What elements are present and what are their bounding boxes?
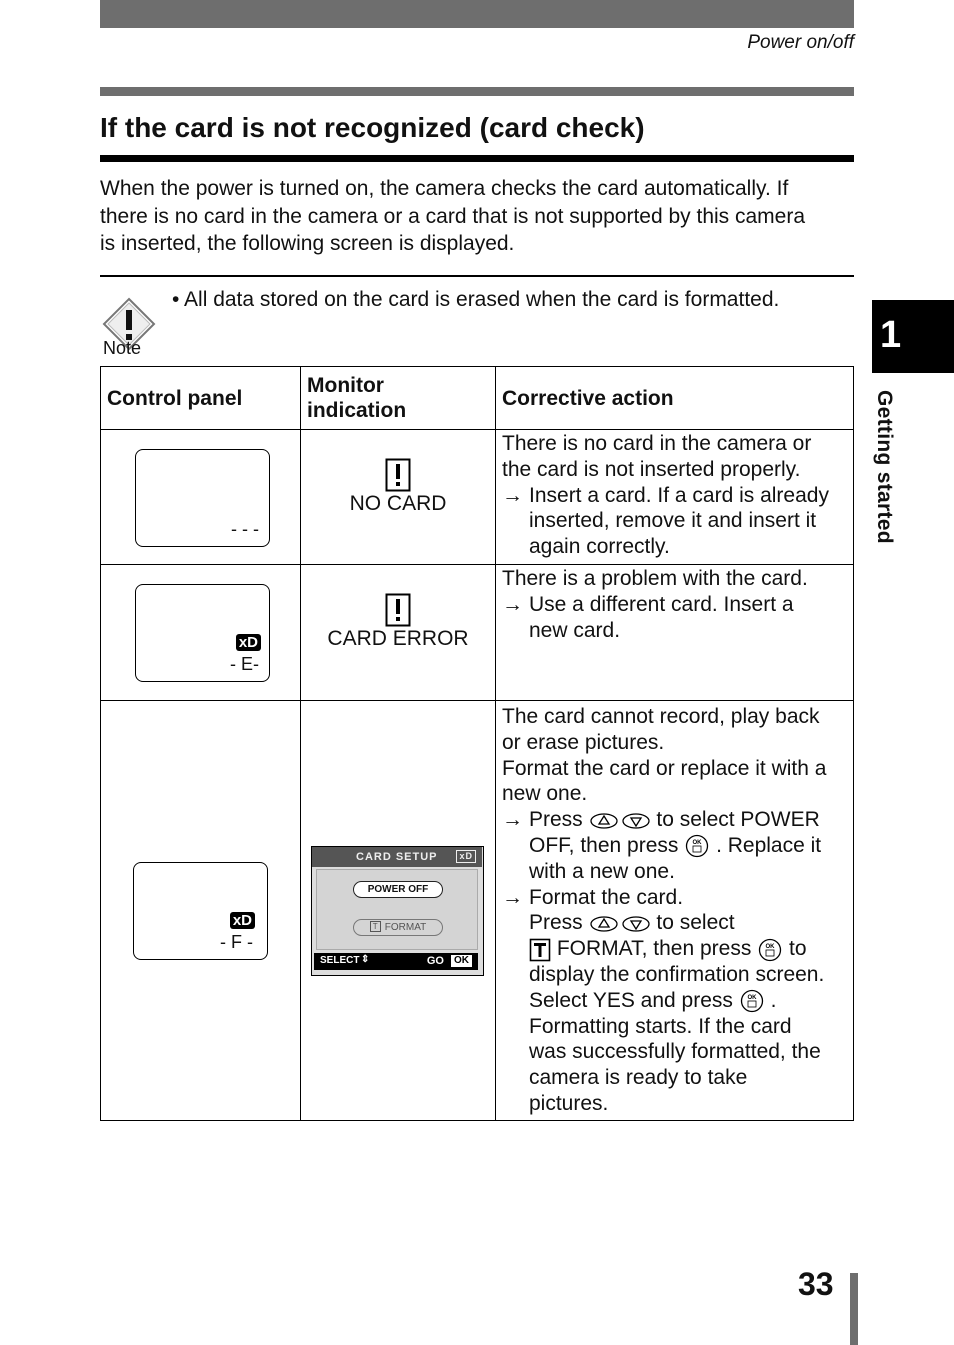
header-control-panel: Control panel	[101, 367, 301, 430]
action-line: There is no card in the camera or	[502, 432, 812, 455]
monitor-screen-frame	[311, 846, 484, 976]
inline-text: Press	[529, 911, 583, 935]
menu-option-format[interactable]	[353, 919, 443, 936]
card-setup-screen	[312, 847, 483, 975]
action-line: display the confirmation screen.	[529, 962, 825, 986]
format-icon	[529, 938, 551, 962]
note-divider	[100, 275, 854, 277]
action-step	[502, 592, 847, 644]
inline-text: . Replace it	[716, 833, 822, 857]
action-line	[529, 988, 847, 1014]
updown-arrow-icon: ⇕	[361, 953, 370, 965]
title-underline	[100, 155, 854, 162]
note-label: Note	[103, 338, 142, 358]
lcd-text: - E-	[230, 654, 259, 674]
lcd-panel	[135, 449, 270, 547]
up-down-buttons-icon	[589, 812, 651, 830]
ok-button-icon	[684, 834, 710, 858]
inline-text: OFF, then press	[529, 833, 679, 857]
xd-card-badge: xD	[456, 850, 476, 863]
action-line: new one.	[502, 782, 588, 806]
chapter-number: 1	[880, 314, 902, 356]
intro-line: When the power is turned on, the camera checks the card automatically. If	[100, 177, 789, 200]
control-panel-cell	[101, 430, 301, 565]
corrective-cell	[496, 565, 854, 701]
card-check-table	[100, 366, 854, 1121]
inline-text: .	[770, 988, 777, 1012]
monitor-text: NO CARD	[349, 492, 447, 515]
ok-button-icon	[757, 938, 783, 962]
header-bar	[100, 0, 854, 28]
lcd-text: - - -	[231, 519, 259, 539]
table-header-row	[101, 367, 854, 430]
warning-icon	[385, 593, 411, 627]
action-line: the card is not inserted properly.	[502, 457, 801, 481]
action-line: camera is ready to take	[529, 1066, 748, 1090]
table-row	[101, 430, 854, 565]
ok-button-icon	[739, 989, 765, 1013]
action-line: pictures.	[529, 1091, 609, 1115]
inline-text: Select YES and press	[529, 988, 733, 1012]
menu-option-label: FORMAT	[384, 921, 427, 933]
inline-text: to select	[656, 911, 735, 935]
action-line: inserted, remove it and insert it	[529, 509, 817, 533]
header-monitor-line: Monitor	[307, 374, 384, 397]
format-icon: T	[370, 921, 381, 932]
monitor-cell	[301, 565, 496, 701]
intro-paragraph	[100, 175, 860, 258]
svg-text:OK: OK	[692, 840, 702, 847]
inline-text: to	[789, 937, 807, 961]
xd-card-badge: xD	[230, 912, 255, 929]
arrow-icon: →	[502, 885, 523, 909]
action-line	[529, 807, 847, 833]
up-down-buttons-icon	[589, 915, 651, 933]
action-line: with a new one.	[529, 859, 675, 883]
header-corrective: Corrective action	[496, 367, 854, 430]
page-number-bar	[850, 1273, 858, 1345]
screen-title: CARD SETUP	[356, 850, 438, 863]
inline-text: FORMAT, then press	[556, 937, 752, 961]
ok-button-icon: OK	[451, 955, 472, 967]
corrective-cell	[496, 701, 854, 1121]
page-title: If the card is not recognized (card check)	[100, 112, 645, 143]
screen-menu	[316, 869, 478, 950]
svg-text:OK: OK	[747, 995, 757, 1002]
monitor-cell	[301, 701, 496, 1121]
intro-line: is inserted, the following screen is displayed.	[100, 232, 515, 255]
action-step	[502, 807, 847, 884]
svg-text:OK: OK	[765, 943, 775, 950]
note-text: • All data stored on the card is erased when the card is formatted.	[172, 288, 780, 311]
running-head: Power on/off	[747, 32, 854, 53]
menu-option-power-off[interactable]: POWER OFF	[353, 881, 443, 898]
corrective-cell	[496, 430, 854, 565]
screen-footer	[314, 953, 478, 970]
action-line: Insert a card. If a card is already	[529, 483, 829, 507]
action-line	[529, 936, 847, 962]
control-panel-cell	[101, 701, 301, 1121]
action-line: was successfully formatted, the	[529, 1040, 821, 1064]
footer-select-label: SELECT	[320, 954, 360, 966]
monitor-cell	[301, 430, 496, 565]
monitor-text: CARD ERROR	[327, 627, 469, 650]
lcd-panel	[135, 584, 270, 682]
action-line	[529, 833, 847, 859]
action-line: or erase pictures.	[502, 730, 665, 754]
table-row	[101, 565, 854, 701]
action-line: The card cannot record, play back	[502, 705, 820, 728]
action-line: There is a problem with the card.	[502, 567, 808, 590]
header-monitor-line: indication	[307, 399, 407, 422]
warning-icon	[385, 458, 411, 492]
page-number: 33	[798, 1266, 834, 1302]
table-row	[101, 701, 854, 1121]
inline-text: to select POWER	[656, 808, 820, 832]
header-monitor	[301, 367, 496, 430]
arrow-icon: →	[502, 592, 523, 616]
action-line: Formatting starts. If the card	[529, 1014, 792, 1038]
arrow-icon: →	[502, 808, 523, 832]
action-line	[529, 910, 847, 936]
action-line: Format the card.	[529, 885, 684, 909]
control-panel-cell	[101, 565, 301, 701]
footer-go-label: GO	[426, 954, 444, 967]
action-step	[502, 483, 847, 560]
action-line: again correctly.	[529, 535, 670, 559]
section-rule	[100, 87, 854, 96]
action-step	[502, 885, 847, 1117]
inline-text: Press	[529, 808, 583, 832]
intro-line: there is no card in the camera or a card that is not supported by this camera	[100, 204, 806, 228]
lcd-panel	[133, 862, 268, 960]
action-line: new card.	[529, 618, 621, 642]
action-line: Use a different card. Insert a	[529, 592, 794, 616]
screen-title-bar	[312, 847, 482, 867]
lcd-text: - F -	[220, 931, 253, 952]
arrow-icon: →	[502, 483, 523, 507]
chapter-label: Getting started	[873, 390, 896, 544]
action-line: Format the card or replace it with a	[502, 756, 827, 780]
xd-card-badge: xD	[236, 634, 261, 651]
